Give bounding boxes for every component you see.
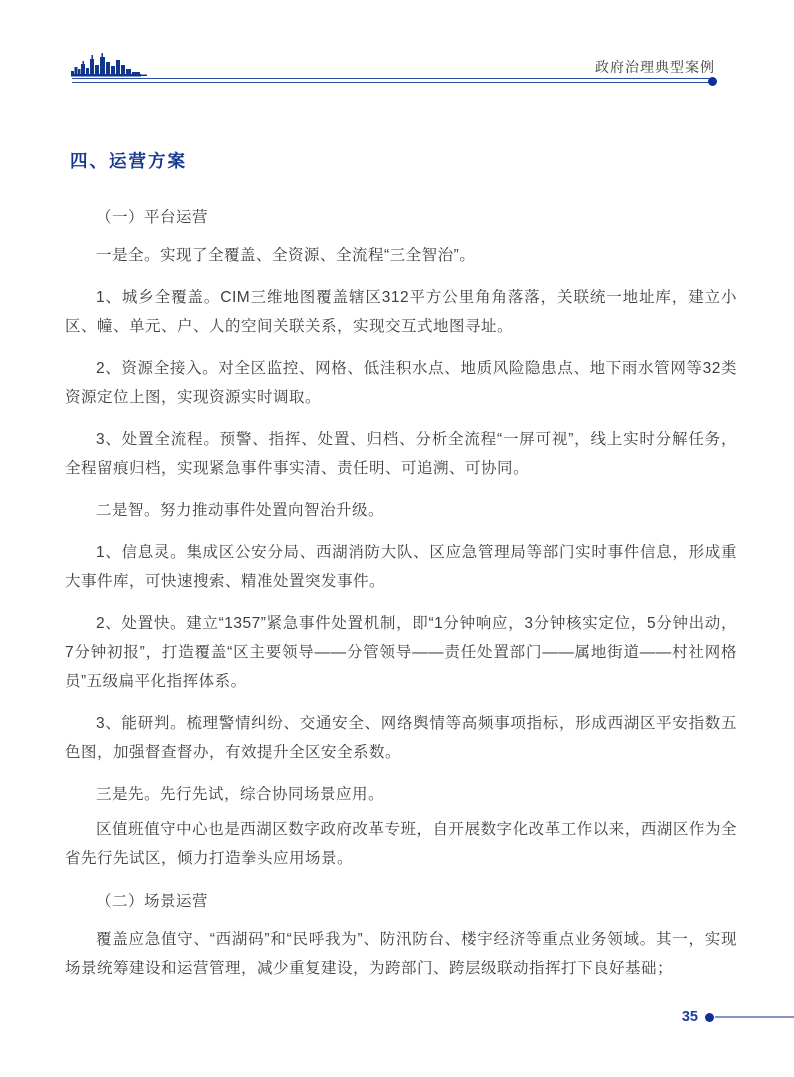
section-title: 四、运营方案 xyxy=(70,151,187,171)
header-title: 政府治理典型案例 xyxy=(595,59,715,75)
paragraph: 三是先。先行先试，综合协同场景应用。 xyxy=(96,786,385,803)
paragraph: 二是智。努力推动事件处置向智治升级。 xyxy=(96,502,385,519)
subsection-heading: （二）场景运营 xyxy=(96,893,209,910)
paragraph: 1、信息灵。集成区公安分局、西湖消防大队、区应急管理局等部门实时事件信息，形成重大事件库，可快速搜索、精准处置突发事件。 xyxy=(65,544,737,590)
subsection-heading: （一）平台运营 xyxy=(96,209,209,226)
page-footer xyxy=(682,1009,794,1025)
paragraph: 2、资源全接入。对全区监控、网格、低洼积水点、地质风险隐患点、地下雨水管网等32类资源定位上图，实现资源实时调取。 xyxy=(65,360,737,406)
footer-rule xyxy=(715,1016,794,1018)
paragraph: 1、城乡全覆盖。CIM三维地图覆盖辖区312平方公里角角落落，关联统一地址库，建立小区、幢、单元、户、人的空间关联关系，实现交互式地图寻址。 xyxy=(65,289,737,335)
paragraph: 2、处置快。建立“1357”紧急事件处置机制，即“1分钟响应，3分钟核实定位，5分钟出动，7分钟初报”，打造覆盖“区主要领导——分管领导——责任处置部门——属地街道——村社网格员”五级扁平化指挥体系。 xyxy=(65,615,737,690)
paragraph: 3、处置全流程。预警、指挥、处置、归档、分析全流程“一屏可视”，线上实时分解任务，全程留痕归档，实现紧急事件事实清、责任明、可追溯、可协同。 xyxy=(65,431,737,477)
content-area xyxy=(65,0,737,996)
page-number: 35 xyxy=(681,1009,698,1025)
paragraph: 区值班值守中心也是西湖区数字政府改革专班，自开展数字化改革工作以来，西湖区作为全省先行先试区，倾力打造拳头应用场景。 xyxy=(65,821,737,867)
paragraph: 覆盖应急值守、“西湖码”和“民呼我为”、防汛防台、楼宇经济等重点业务领域。其一，实现场景统筹建设和运营管理，减少重复建设，为跨部门、跨层级联动指挥打下良好基础； xyxy=(65,931,737,977)
paragraph: 一是全。实现了全覆盖、全资源、全流程“三全智治”。 xyxy=(96,247,476,264)
paragraph: 3、能研判。梳理警情纠纷、交通安全、网络舆情等高频事项指标，形成西湖区平安指数五色图，加强督查督办，有效提升全区安全系数。 xyxy=(65,715,737,761)
footer-dot xyxy=(705,1013,714,1022)
